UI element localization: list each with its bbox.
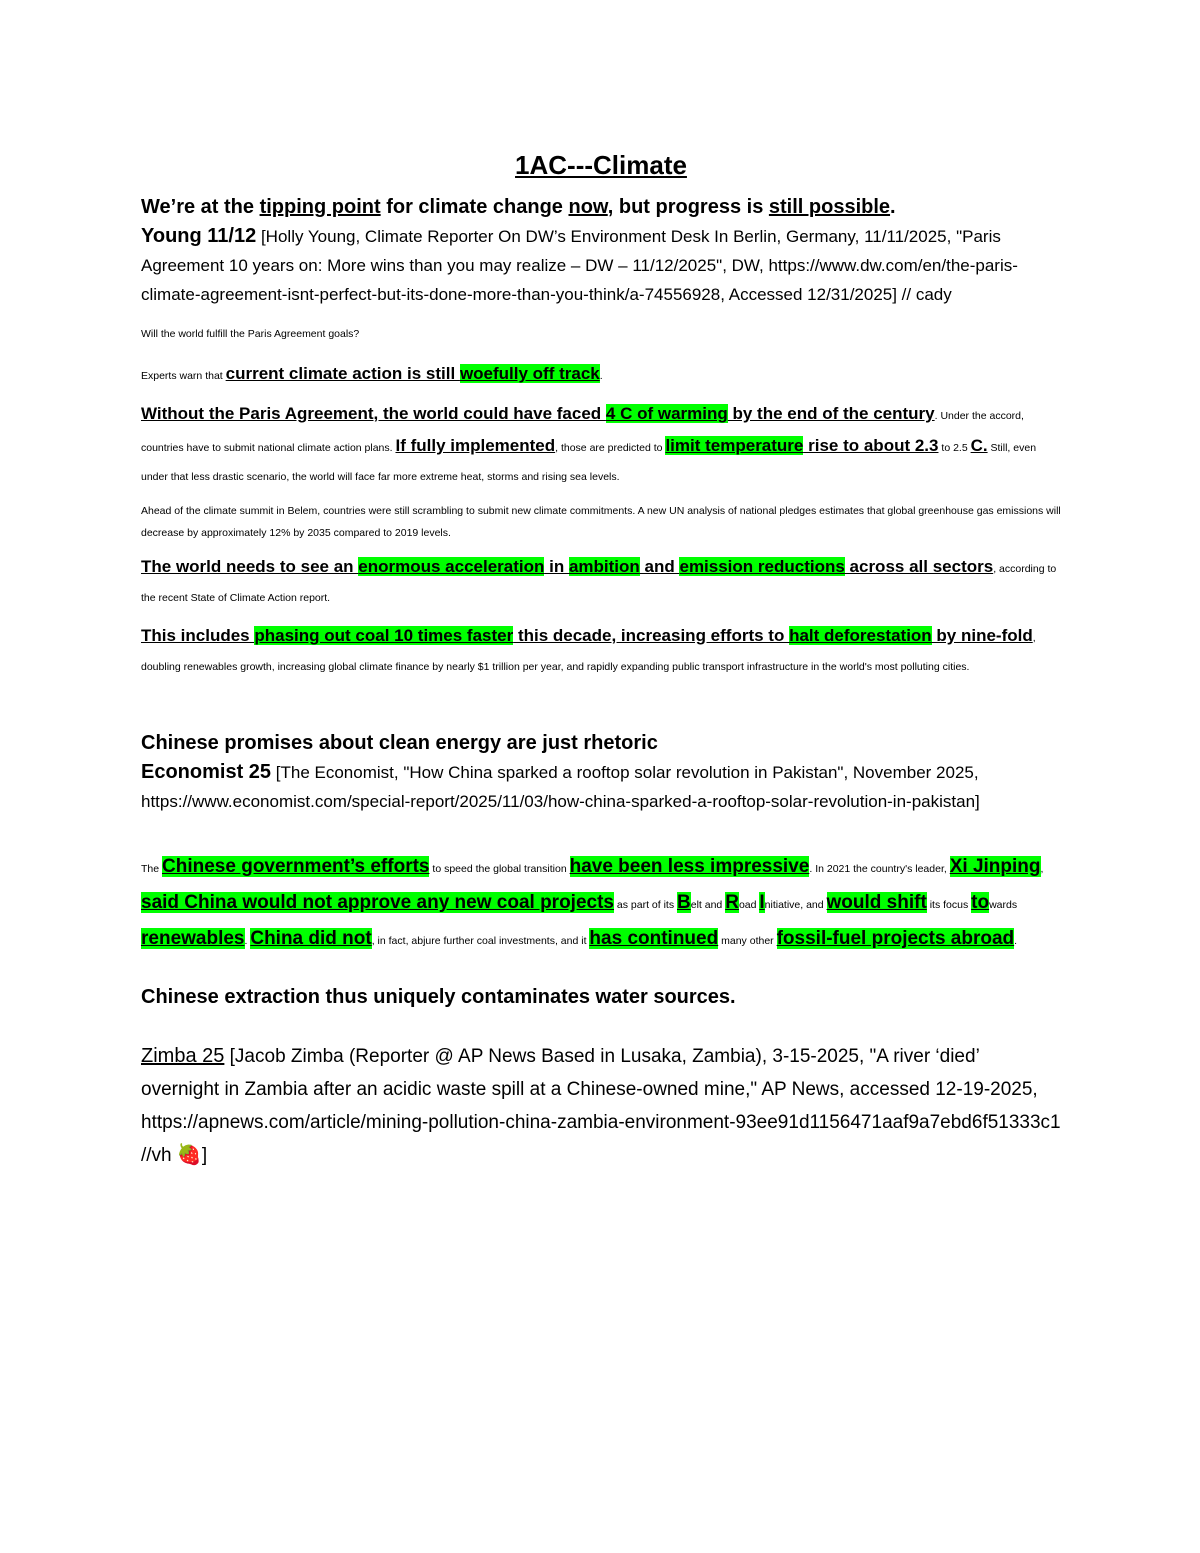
card3-author: Zimba 25 [141,1045,225,1067]
card-text: wards [989,899,1018,911]
highlighted-text: Chinese government’s efforts [162,856,430,877]
card2-cite [141,758,1061,816]
card2-tag: Chinese promises about clean energy are just rhetoric [141,732,658,754]
highlighted-text: Xi Jinping [949,856,1041,877]
highlighted-text: B [677,892,691,913]
card-text: elt and [690,899,726,911]
underlined-text: in [544,557,569,576]
tag-underline: still possible [768,196,891,218]
card-text: . [599,370,603,382]
tag-underline: now [568,196,608,218]
highlighted-text: has continued [589,928,719,949]
card-text: its focus [926,899,972,911]
card-text: oad [738,899,760,911]
card1-tag [141,192,1061,222]
card-text: . Under the accord, countries have to submit national climate action plans. [141,410,1024,454]
underlined-text: by the end of the century [727,404,935,423]
card-text: . [1014,935,1018,947]
highlighted-text: I [759,892,765,913]
card1-para5 [141,621,1061,682]
highlighted-text: limit temperature [665,436,804,455]
card2-body [141,850,1061,958]
card-text: , in fact, abjure further coal investments, and it [371,935,590,947]
card1-author: Young 11/12 [141,225,257,247]
tag-text: . [890,196,896,218]
card-text: The [141,863,163,875]
underlined-text: current climate action is still [225,364,460,383]
underlined-text: by nine-fold [931,626,1033,645]
card3-cite [141,1040,1061,1172]
card-text: , those are predicted to [555,442,666,454]
card1-cite [141,222,1061,309]
underlined-text: If fully implemented [395,436,556,455]
card3-cite-end: ] [201,1145,208,1166]
document-content [141,148,1061,1172]
card3-cite-text: [Jacob Zimba (Reporter @ AP News Based in Lusaka, Zambia), 3-15-2025, "A river ‘died’ overnight in Zambia after an acidic waste spill at a Chinese-owned mine," AP News, accessed 12-19-2025, https://apnews.com/article/mining-pollution-china-zambia-environment-93ee91d1156471aaf9a7ebd6f51333c1 //vh [141,1046,1061,1166]
card-text: to 2.5 [938,442,971,454]
card1-para3: Ahead of the climate summit in Belem, countries were still scrambling to submit new climate commitments. A new UN analysis of national pledges estimates that global greenhouse gas emissions will decrease by approximately 12% by 2035 compared to 2019 levels. [141,505,1061,539]
card-text: , doubling renewables growth, increasing global climate finance by nearly $1 trillion per year, and rapidly expanding public transport infrastructure in the world's most polluting cities. [141,632,1036,673]
highlighted-text: ambition [568,557,640,576]
card2-author: Economist 25 [141,761,272,783]
highlighted-text: emission reductions [679,557,845,576]
highlighted-text: to [971,892,990,913]
highlighted-text: renewables [141,928,245,949]
underlined-text: Without the Paris Agreement, the world could have faced [141,404,606,423]
underlined-text: and [639,557,680,576]
card3-tag: Chinese extraction thus uniquely contaminates water sources. [141,986,736,1008]
card-text: nitiative, and [764,899,827,911]
card1-para4 [141,552,1061,613]
card1-para1 [141,359,1061,391]
highlighted-text: woefully off track [459,364,600,383]
card-text: as part of its [613,899,678,911]
highlighted-text: China did not [250,928,372,949]
highlighted-text: halt deforestation [789,626,932,645]
highlighted-text: phasing out coal 10 times faster [254,626,514,645]
card-text: Still, even under that less drastic scenario, the world will face far more extreme heat, storms and rising sea levels. [141,442,1037,483]
card-text: . [244,935,251,947]
card-text: , [1040,863,1044,875]
underlined-text: across all sectors [844,557,994,576]
highlighted-text: R [725,892,739,913]
card-text: many other [718,935,777,947]
tag-text: We’re at the [141,196,260,218]
underlined-text: The world needs to see an [141,557,359,576]
card2-cite-text: [The Economist, "How China sparked a rooftop solar revolution in Pakistan", November 2025, https://www.economist.com/special-report/2025/11/03/how-china-sparked-a-rooftop-solar-revolution-in-pakistan] [141,763,980,811]
card-text: Experts warn that [141,370,226,382]
card-text: , according to the recent State of Climate Action report. [141,563,1057,604]
strawberry-icon: 🍓 [176,1144,202,1166]
document-title: 1AC---Climate [515,150,687,180]
tag-text: , but progress is [607,196,769,218]
card1-cite-text: [Holly Young, Climate Reporter On DW’s Environment Desk In Berlin, Germany, 11/11/2025, "Paris Agreement 10 years on: More wins than you may realize – DW – 11/12/2025", DW, https://www.dw.com/en/the-paris-climate-agreement-isnt-perfect-but-its-done-more-than-you-think/a-74556928, Accessed 12/31/2025] // cady [141,227,1018,304]
highlighted-text: would shift [826,892,927,913]
tag-underline: tipping point [259,196,381,218]
card-text: . In 2021 the country's leader, [809,863,950,875]
card1-question: Will the world fulfill the Paris Agreement goals? [141,328,360,340]
underlined-text: C. [970,436,988,455]
underlined-text: this decade, increasing efforts to [513,626,790,645]
highlighted-text: said China would not approve any new coal projects [141,892,614,913]
card1-para2 [141,399,1061,492]
tag-text: for climate change [380,196,569,218]
highlighted-text: 4 C of warming [605,404,728,423]
highlighted-text: have been less impressive [569,856,810,877]
underlined-text: This includes [141,626,255,645]
highlighted-text: enormous acceleration [358,557,545,576]
underlined-text: rise to about 2.3 [803,436,939,455]
highlighted-text: fossil-fuel projects abroad [776,928,1015,949]
card-text: to speed the global transition [429,863,570,875]
